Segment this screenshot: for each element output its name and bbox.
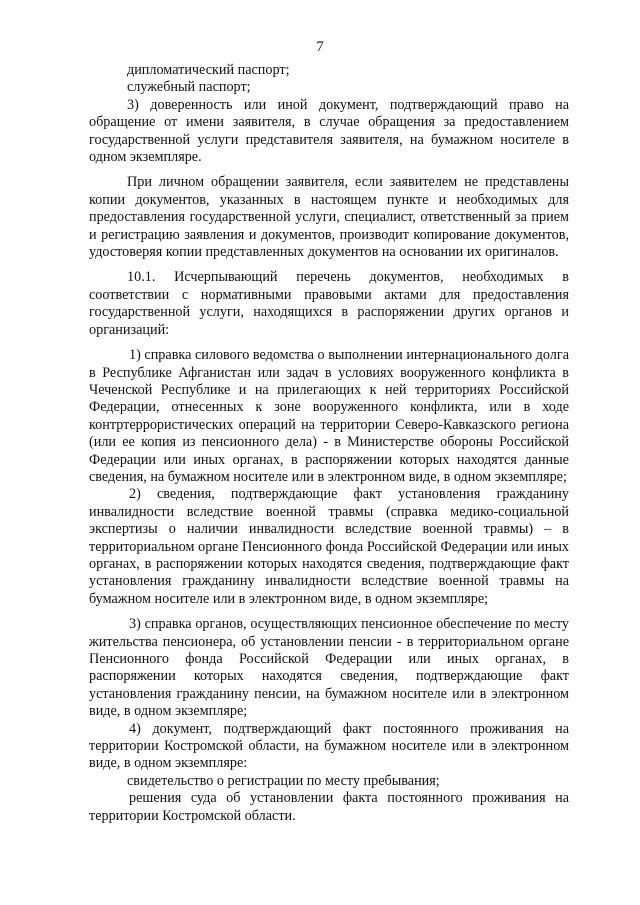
paragraph-registration-certificate: свидетельство о регистрации по месту пребывания; [127, 772, 440, 789]
paragraph-item-1-certificate: 1) справка силового ведомства о выполнении интернационального долга в Республике Афганистан или задач в условиях вооруженного конфликта в Чеченской Республике и на прилегающих к ней территориях Российской Федерации, отнесенных к зоне вооруженного конфликта, или в ходе контртеррористических операций на территории Северо-Кавказского региона (или ее копия из пенсионного дела) - в Министерстве обороны Российской Федерации или иных органах, в распоряжении которых находятся данные сведения, на бумажном носителе или в электронном виде, в одном экземпляре; [89, 347, 569, 485]
paragraph-item-4-residence: 4) документ, подтверждающий факт постоянного проживания на территории Костромской области, на бумажном носителе или в электронном виде, в одном экземпляре: [89, 720, 569, 772]
paragraph-personal-visit: При личном обращении заявителя, если заявителем не представлены копии документов, указанных в настоящем пункте и необходимых для предоставления государственной услуги, специалист, ответственный за прием и регистрацию заявления и документов, производит копирование документов, удостоверяя копии представленных документов на основании их оригиналов. [89, 174, 569, 261]
paragraph-court-decision: решения суда об установлении факта постоянного проживания на территории Костромской области. [89, 790, 569, 824]
page-number: 7 [316, 39, 324, 55]
paragraph-diplomatic-passport: дипломатический паспорт; [127, 62, 290, 78]
paragraph-item-3-power-of-attorney: 3) доверенность или иной документ, подтверждающий право на обращение от имени заявителя, в случае обращения за предоставлением государственной услуги представителя заявителя, на бумажном носителе в одном экземпляре. [89, 96, 569, 166]
document-body [89, 62, 569, 825]
paragraph-item-2-disability: 2) сведения, подтверждающие факт установления гражданину инвалидности вследствие военной травмы (справка медико-социальной экспертизы о наличии инвалидности вследствие военной травмы) – в территориальном органе Пенсионного фонда Российской Федерации или иных органах, в распоряжении которых находятся сведения, подтверждающие факт установления гражданину инвалидности вследствие военной травмы на бумажном носителе или в электронном виде, в одном экземпляре; [89, 486, 569, 607]
paragraph-section-10-1: 10.1. Исчерпывающий перечень документов, необходимых в соответствии с нормативными правовыми актами для предоставления государственной услуги, находящихся в распоряжении других органов и организаций: [89, 269, 569, 338]
paragraph-item-3-pension: 3) справка органов, осуществляющих пенсионное обеспечение по месту жительства пенсионера, об установлении пенсии - в территориальном органе Пенсионного фонда Российской Федерации или иных органах, в распоряжении которых находятся сведения, подтверждающие факт установления гражданину пенсии, на бумажном носителе или в электронном виде, в одном экземпляре; [89, 616, 569, 720]
paragraph-service-passport: служебный паспорт; [127, 79, 251, 96]
